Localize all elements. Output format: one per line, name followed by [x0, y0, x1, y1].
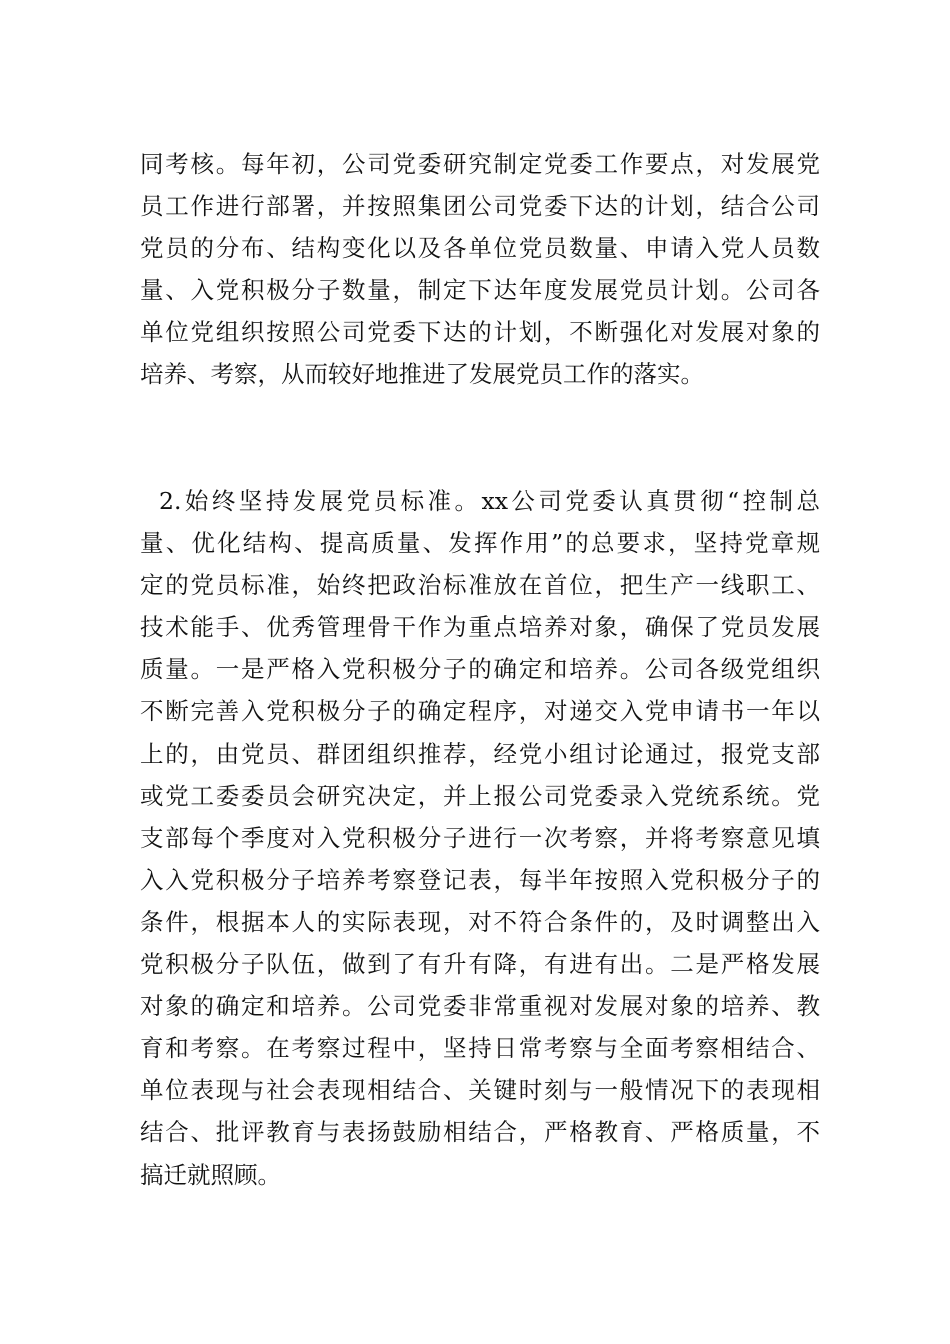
- text-line: 对象的确定和培养。公司党委非常重视对发展对象的培养、教: [140, 992, 820, 1021]
- text-line: 同考核。每年初，公司党委研究制定党委工作要点，对发展党: [140, 150, 820, 178]
- text-line: 不断完善入党积极分子的确定程序，对递交入党申请书一年以: [140, 697, 820, 726]
- text-line: 条件，根据本人的实际表现，对不符合条件的，及时调整出入: [140, 907, 820, 936]
- text-line: 量、入党积极分子数量，制定下达年度发展党员计划。公司各: [140, 276, 820, 305]
- text-line: 质量。一是严格入党积极分子的确定和培养。公司各级党组织: [140, 655, 820, 684]
- text-line: 育和考察。在考察过程中，坚持日常考察与全面考察相结合、: [140, 1034, 820, 1063]
- text-line: 结合、批评教育与表扬鼓励相结合，严格教育、严格质量，不: [140, 1118, 820, 1147]
- text-line: 单位表现与社会表现相结合、关键时刻与一般情况下的表现相: [140, 1076, 820, 1105]
- text-line: 定的党员标准，始终把政治标准放在首位，把生产一线职工、: [140, 571, 820, 600]
- text-line: 上的，由党员、群团组织推荐，经党小组讨论通过，报党支部: [140, 739, 820, 768]
- text-line: 培养、考察，从而较好地推进了发展党员工作的落实。: [140, 360, 704, 389]
- text-line: 党积极分子队伍，做到了有升有降，有进有出。二是严格发展: [140, 950, 820, 979]
- text-line: 员工作进行部署，并按照集团公司党委下达的计划，结合公司: [140, 192, 820, 221]
- text-line: 支部每个季度对入党积极分子进行一次考察，并将考察意见填: [140, 823, 820, 852]
- text-line: 入入党积极分子培养考察登记表，每半年按照入党积极分子的: [140, 865, 820, 894]
- text-line: 技术能手、优秀管理骨干作为重点培养对象，确保了党员发展: [140, 613, 820, 642]
- paragraph-section-2: [140, 480, 820, 1196]
- section-heading-line: 2.始终坚持发展党员标准。xx公司党委认真贯彻“控制总: [159, 487, 820, 515]
- text-line: 量、优化结构、提高质量、发挥作用”的总要求，坚持党章规: [140, 529, 820, 558]
- paragraph-continued: [140, 143, 820, 396]
- text-line: 党员的分布、结构变化以及各单位党员数量、申请入党人员数: [140, 234, 820, 263]
- text-line: 搞迁就照顾。: [140, 1160, 281, 1189]
- text-line: 单位党组织按照公司党委下达的计划，不断强化对发展对象的: [140, 318, 820, 347]
- text-line: 或党工委委员会研究决定，并上报公司党委录入党统系统。党: [140, 781, 820, 810]
